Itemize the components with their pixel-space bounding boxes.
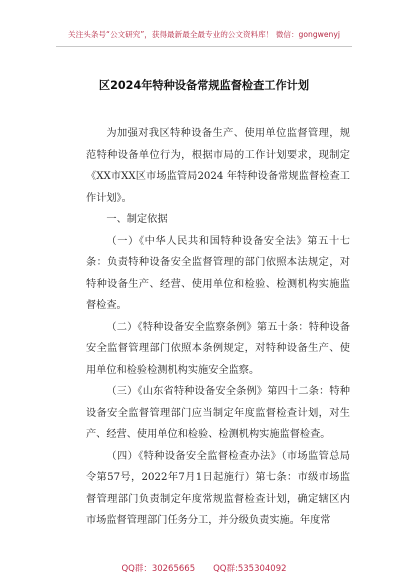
- intro-paragraph: 为加强对我区特种设备生产、使用单位监督管理，规范特种设备单位行为，根据市局的工作计划要求，现制定《XX市XX区市场监管局2024 年特种设备常规监督检查工作计划》。: [86, 128, 350, 204]
- basis-item-2: （二）《特种设备安全监察条例》第五十条：特种设备安全监督管理部门依照本条例规定，对特种设备生产、使用单位和检验检测机构实施安全监察。: [86, 321, 350, 376]
- footer-contact: [0, 562, 408, 576]
- basis-item-1: （一）《中华人民共和国特种设备安全法》第五十七条：负责特种设备安全监督管理的部门依照本法规定，对特种设备生产、经营、使用单位和检验、检测机构实施监督检查。: [86, 235, 350, 311]
- document-title: 区2024年特种设备常规监督检查工作计划: [98, 79, 310, 92]
- section-heading-basis: 一、制定依据: [106, 214, 168, 225]
- document-body: [86, 123, 350, 532]
- basis-item-4: （四）《特种设备安全监督检查办法》（市场监管总局令第57号，2022年7月1日起施行）第七条：市级市场监督管理部门负责制定年度常规监督检查计划，确定辖区内市场监督管理部门任务分工，并分级负责实施。年度常: [86, 450, 350, 526]
- header-promo-banner: 关注头条号“公文研究”，获得最新最全最专业的公文资料库！ 微信：gongwenyj: [68, 30, 340, 39]
- footer-qq-group-2: QQ群:535304092: [213, 564, 287, 574]
- header-divider: [56, 46, 352, 47]
- basis-item-3: （三）《山东省特种设备安全条例》第四十二条：特种设备安全监督管理部门应当制定年度监督检查计划，对生产、经营、使用单位和检验、检测机构实施监督检查。: [86, 386, 350, 440]
- footer-qq-group-1: QQ群：30265665: [121, 564, 196, 574]
